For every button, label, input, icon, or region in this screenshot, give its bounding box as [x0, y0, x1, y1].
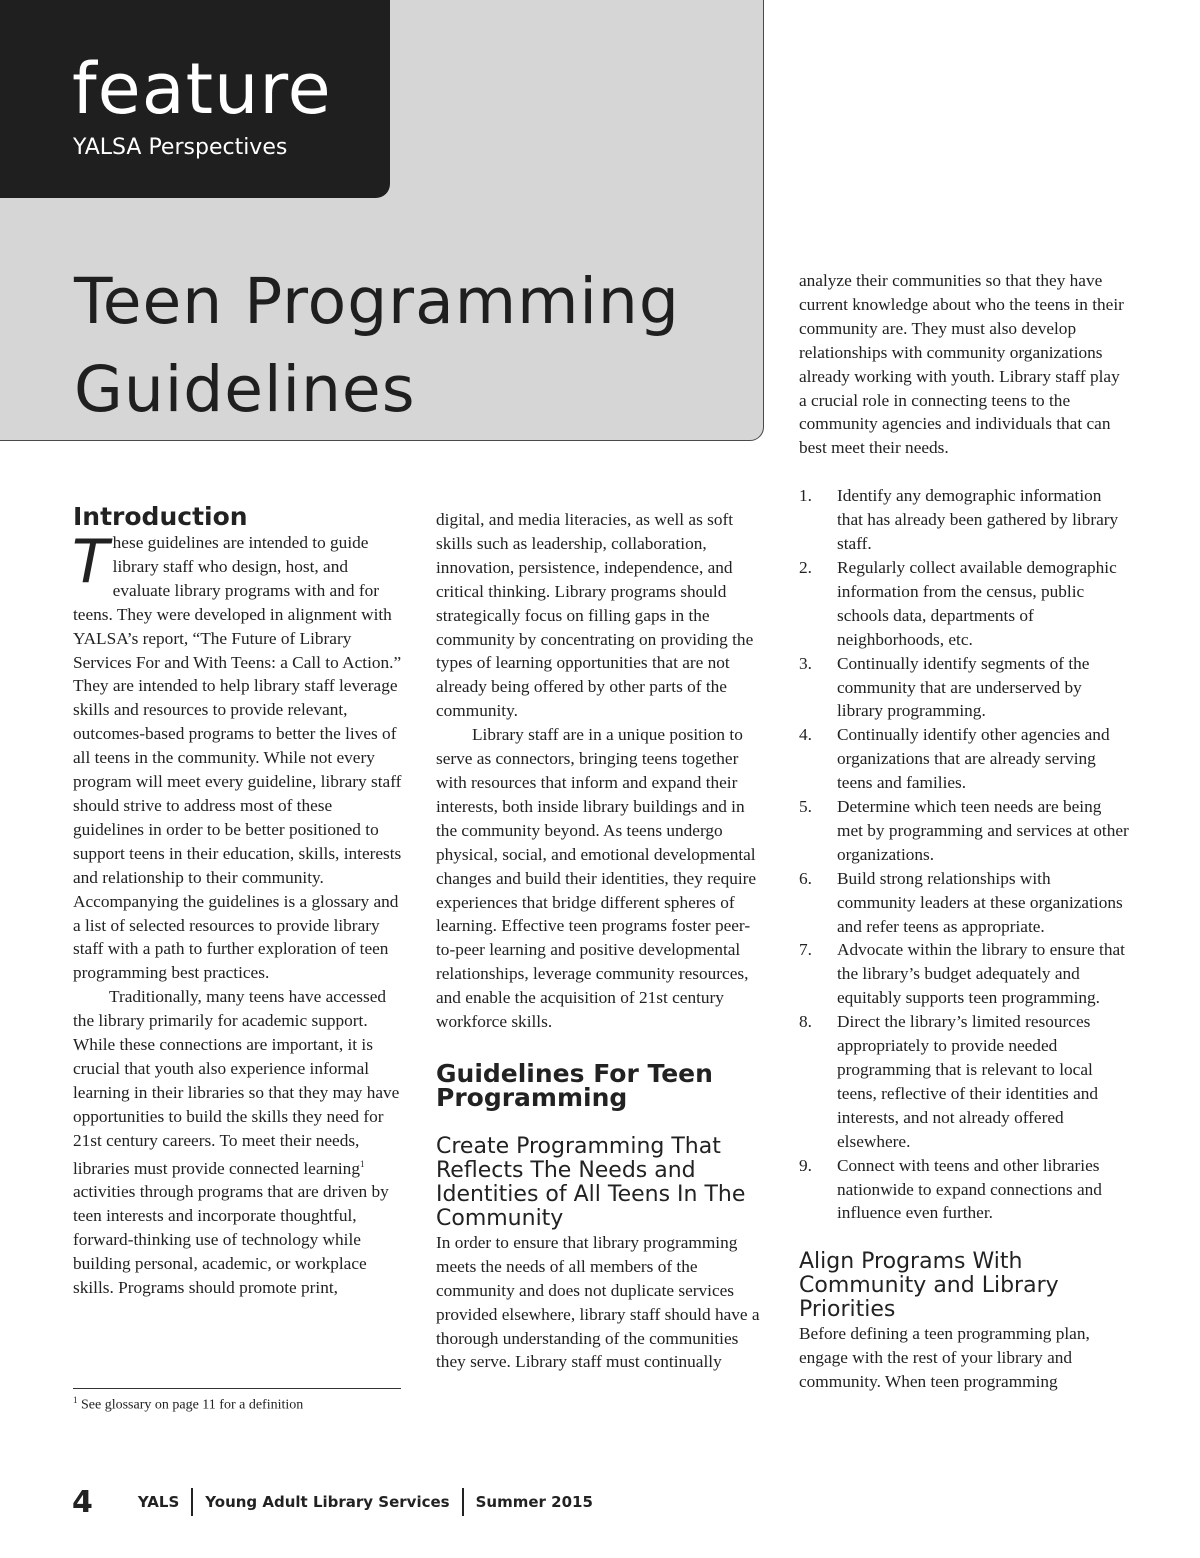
- column-2: [436, 508, 768, 1374]
- list-item: [799, 723, 1131, 795]
- page-footer: [72, 1482, 593, 1522]
- list-number: 1.: [799, 486, 812, 506]
- create-programming-paragraph: In order to ensure that library programming meets the needs of all members of the community and does not duplicate services provided elsewhere, library staff should have a thorough understanding of the communities they serve. Library staff must continually: [436, 1232, 760, 1372]
- title-line-1: Teen Programming: [74, 265, 680, 338]
- journal-abbrev: YALS: [137, 1493, 180, 1511]
- list-text: Determine which teen needs are being met by programming and services at other organizations.: [837, 797, 1129, 864]
- list-item: [799, 1154, 1131, 1226]
- guideline-list: [799, 484, 1131, 1225]
- guidelines-heading: Guidelines For Teen Programming: [436, 1058, 713, 1112]
- article-title: [74, 258, 680, 434]
- footer-divider: [191, 1488, 193, 1516]
- list-number: 3.: [799, 653, 812, 673]
- list-number: 7.: [799, 940, 812, 960]
- column-1: [73, 502, 403, 1300]
- list-item: [799, 1010, 1131, 1153]
- intro-heading: Introduction: [73, 502, 248, 531]
- footnote-text: See glossary on page 11 for a definition: [77, 1397, 304, 1413]
- align-programs-paragraph: Before defining a teen programming plan, engage with the rest of your library and community. When teen programming: [799, 1324, 1090, 1392]
- list-number: 4.: [799, 725, 812, 745]
- list-item: [799, 652, 1131, 724]
- list-text: Build strong relationships with community leaders at these organizations and refer teens as appropriate.: [837, 868, 1123, 936]
- list-number: 5.: [799, 797, 812, 817]
- drop-cap: T: [72, 527, 109, 597]
- list-item: [799, 867, 1131, 939]
- list-item: [799, 556, 1131, 652]
- list-number: 8.: [799, 1012, 812, 1032]
- list-text: Continually identify segments of the community that are underserved by library programming.: [837, 653, 1090, 721]
- list-number: 9.: [799, 1155, 812, 1175]
- section-sublabel: YALSA Perspectives: [73, 135, 288, 160]
- list-text: Identify any demographic information that has already been gathered by library staff.: [837, 486, 1119, 554]
- paragraph-continued: digital, and media literacies, as well as soft skills such as leadership, collaboration, innovation, persistence, independence, and critical thinking. Library programs should strategically focus on filling gaps in the community by concentrating on providing the types of learning opportunities that are not already being offered by other parts of the community.: [436, 510, 754, 721]
- column-3: [799, 269, 1131, 1394]
- section-label: feature: [72, 48, 332, 130]
- footnote-divider: [73, 1388, 401, 1389]
- traditionally-paragraph: [73, 985, 403, 1300]
- title-line-2: Guidelines: [74, 353, 416, 426]
- journal-name: Young Adult Library Services: [205, 1493, 450, 1511]
- align-programs-subheading: Align Programs With Community and Library Priorities: [799, 1249, 1059, 1323]
- connectors-paragraph: Library staff are in a unique position to serve as connectors, bringing teens together with resources that inform and expand their interests, both inside library buildings and in the community beyond. As teens undergo physical, social, and emotional developmental changes and build their identities, they require experiences that bridge different spheres of learning. Effective teen programs foster peer-to-peer learning and positive developmental relationships, leverage community resources, and enable the acquisition of 21st century workforce skills.: [436, 725, 757, 1032]
- list-item: [799, 938, 1131, 1010]
- list-text: Direct the library’s limited resources appropriately to provide needed programming that is relevant to local teens, reflective of their identities and interests, and not already offered elsewhere.: [837, 1012, 1099, 1151]
- list-item: [799, 795, 1131, 867]
- list-number: 6.: [799, 868, 812, 888]
- footer-divider: [462, 1488, 464, 1516]
- paragraph-text: Traditionally, many teens have accessed the library primarily for academic support. While these connections are important, it is crucial that youth also experience informal learning in their libraries so that they may have opportunities to build the skills they need for 21st century careers. To meet their needs, libraries must provide connected learning: [73, 987, 400, 1178]
- footnote-mark: 1: [73, 1395, 78, 1405]
- paragraph-text-cont: activities through programs that are driven by teen interests and incorporate thoughtful, forward-thinking use of technology while building personal, academic, or workplace skills. Programs should promote print,: [73, 1182, 389, 1297]
- list-item: [799, 484, 1131, 556]
- list-text: Regularly collect available demographic information from the census, public schools data, departments of neighborhoods, etc.: [837, 557, 1117, 649]
- intro-text: hese guidelines are intended to guide library staff who design, host, and evaluate library programs with and for teens. They were developed in alignment with YALSA’s report, “The Future of Library Services For and With Teens: a Call to Action.” They are intended to help library staff leverage skills and resources to provide relevant, outcomes-based programs to better the lives of all teens in the community. While not every program will meet every guideline, library staff should strive to address most of these guidelines in order to be better positioned to support teens in their education, skills, interests and relationship to their community. Accompanying the guidelines is a glossary and a list of selected resources to provide library staff with a path to further exploration of teen programming best practices.: [73, 533, 402, 983]
- list-text: Advocate within the library to ensure that the library’s budget adequately and equitably supports teen programming.: [837, 940, 1125, 1008]
- footnote: [73, 1395, 303, 1414]
- issue-date: Summer 2015: [475, 1493, 593, 1511]
- list-text: Connect with teens and other libraries nationwide to expand connections and influence even further.: [837, 1155, 1102, 1223]
- analyze-paragraph: analyze their communities so that they have current knowledge about who the teens in their community are. They must also develop relationships with community organizations already working with youth. Library staff play a crucial role in connecting teens to the community agencies and individuals that can best meet their needs.: [799, 271, 1124, 458]
- page-number: 4: [72, 1484, 93, 1520]
- footnote-ref: 1: [359, 1158, 365, 1169]
- list-number: 2.: [799, 557, 812, 577]
- intro-paragraph: [72, 527, 403, 985]
- create-programming-subheading: Create Programming That Reflects The Needs and Identities of All Teens In The Community: [436, 1133, 746, 1231]
- list-text: Continually identify other agencies and organizations that are already serving teens and families.: [837, 725, 1110, 793]
